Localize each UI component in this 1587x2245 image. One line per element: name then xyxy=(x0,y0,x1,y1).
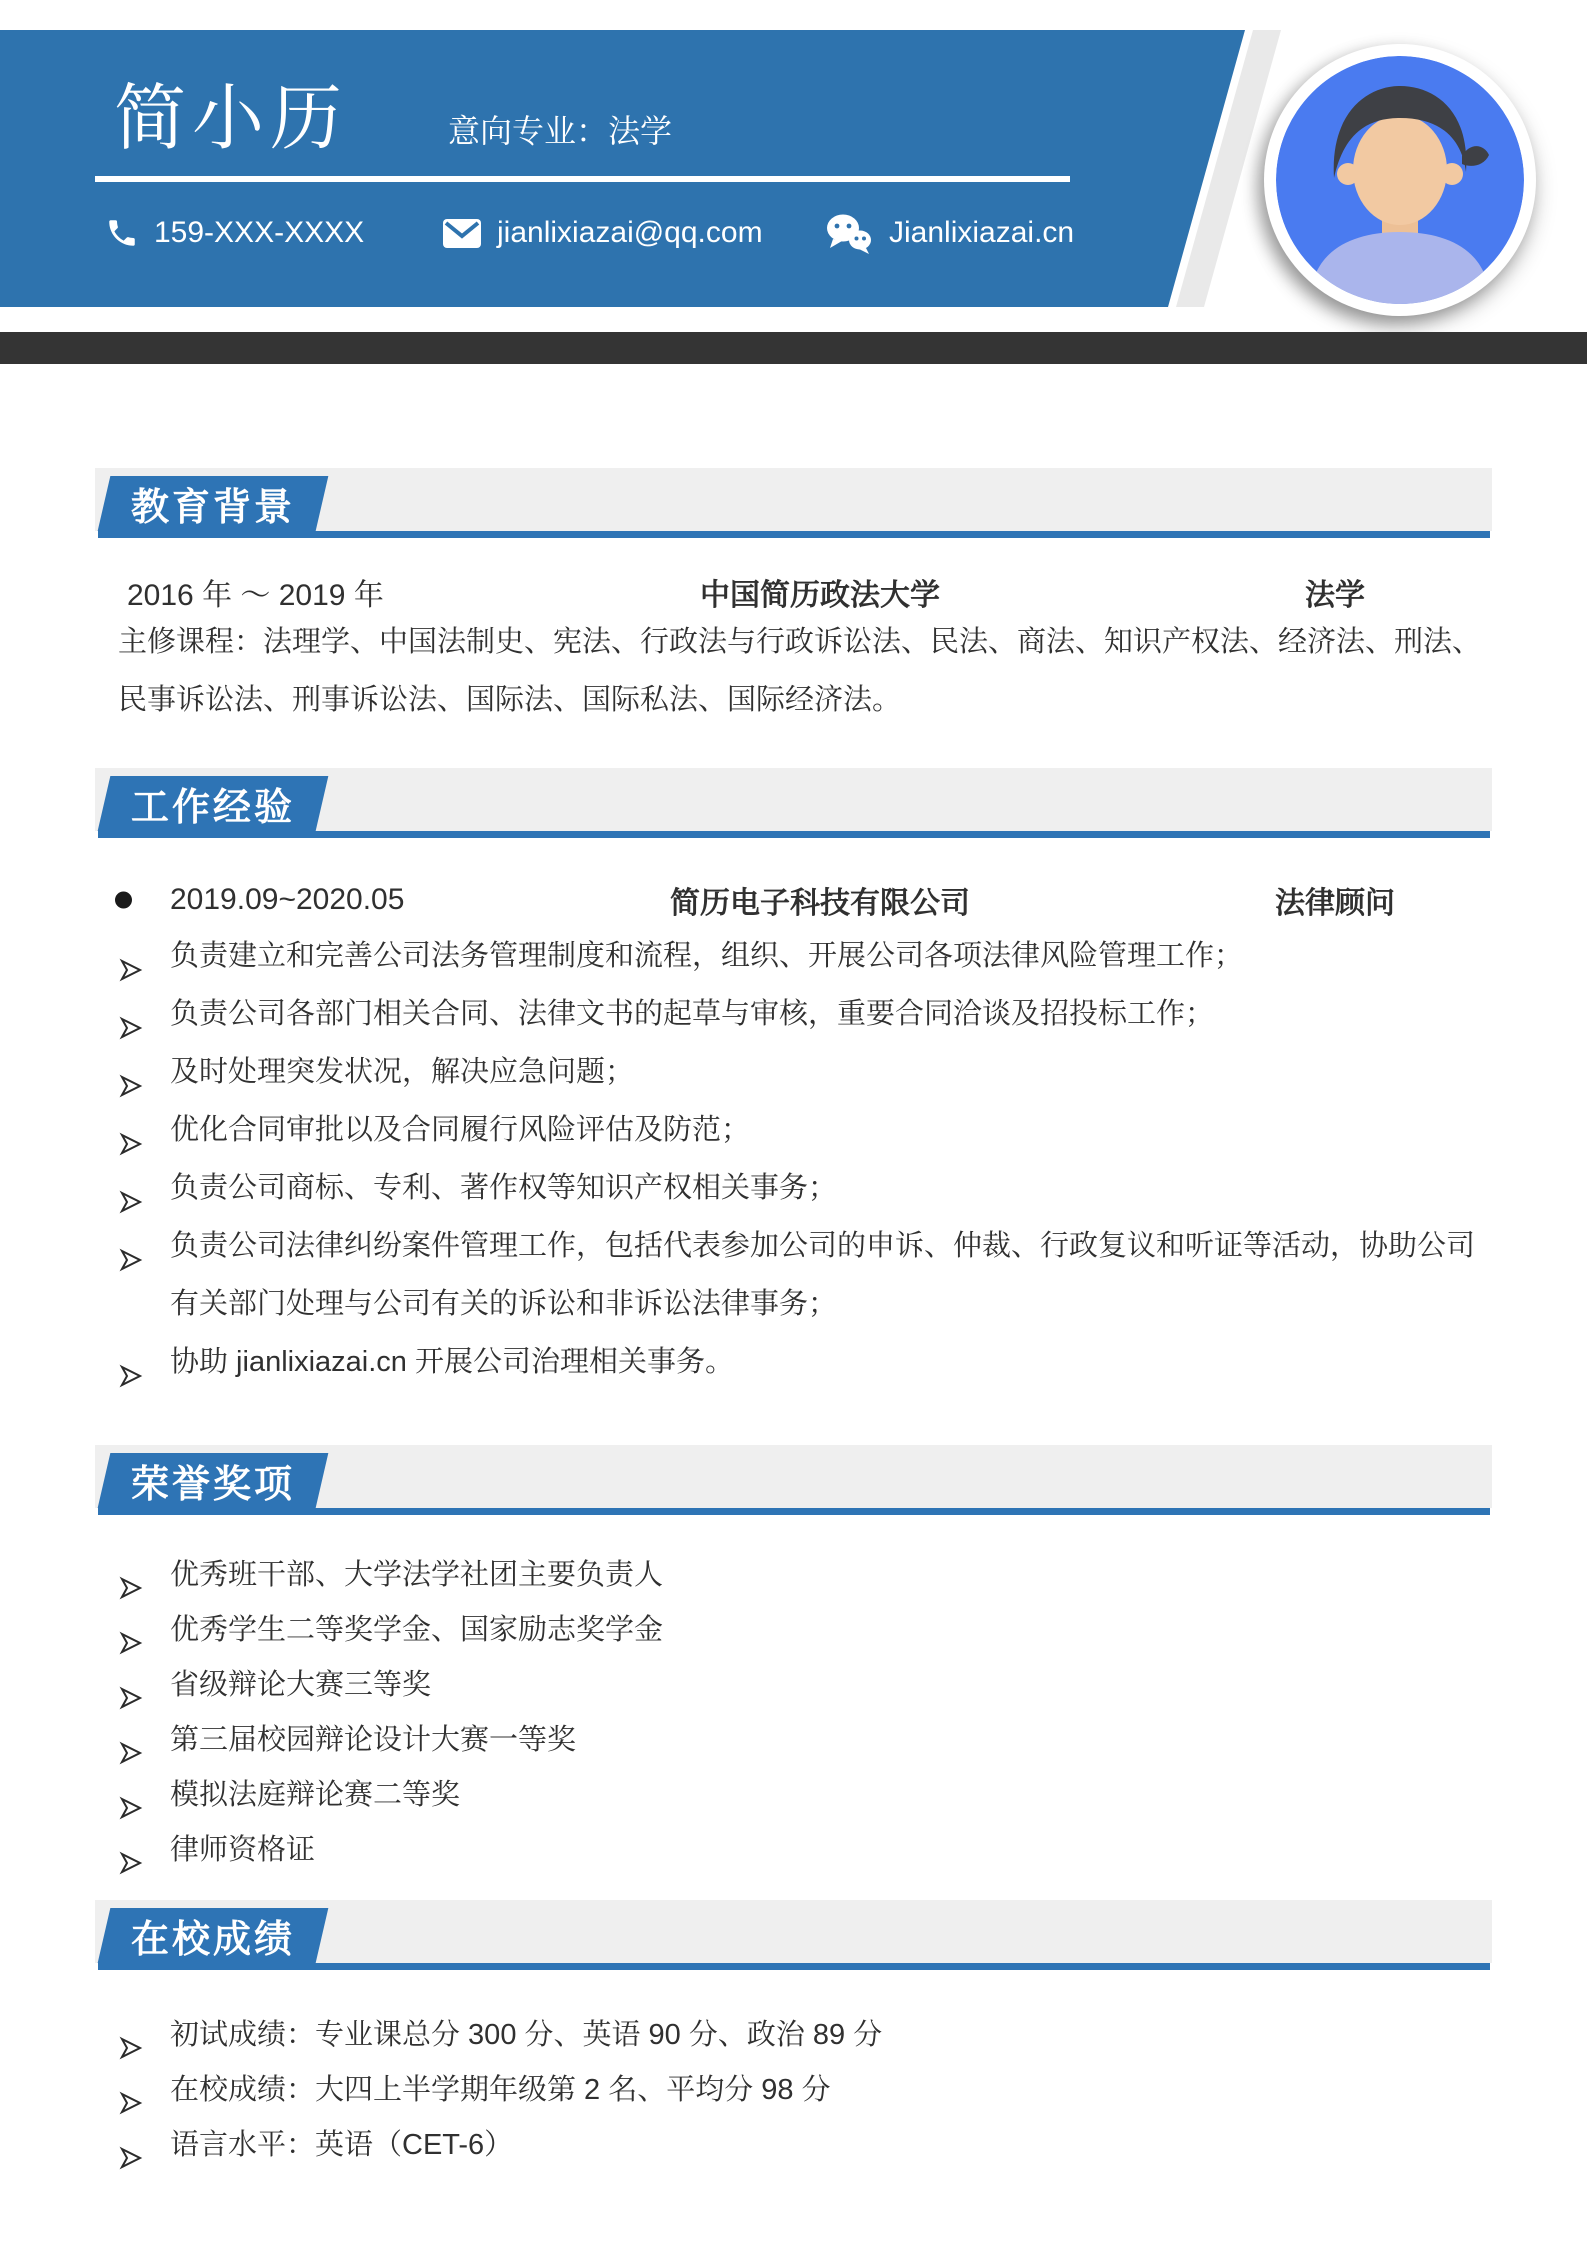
grades-bullet-list xyxy=(117,2008,1490,2173)
education-school: 中国简历政法大学 xyxy=(700,579,940,612)
honors-bullet: 省级辩论大赛三等奖 xyxy=(117,1658,1490,1713)
candidate-name: 简小历 xyxy=(114,79,349,159)
section-title-badge-work xyxy=(98,776,329,831)
contact-email xyxy=(442,208,763,258)
work-bullet: 优化合同审批以及合同履行风险评估及防范； xyxy=(117,1101,1490,1159)
work-bullet: 负责公司法律纠纷案件管理工作，包括代表参加公司的申诉、仲裁、行政复议和听证等活动，协助公司有关部门处理与公司有关的诉讼和非诉讼法律事务； xyxy=(117,1217,1490,1333)
grades-bullet: 初试成绩：专业课总分 300 分、英语 90 分、政治 89 分 xyxy=(117,2008,1490,2063)
work-bullet: 负责公司商标、专利、著作权等知识产权相关事务； xyxy=(117,1159,1490,1217)
work-bullet: 负责公司各部门相关合同、法律文书的起草与审核，重要合同洽谈及招投标工作； xyxy=(117,985,1490,1043)
grades-bullet: 语言水平：英语（CET-6） xyxy=(117,2118,1490,2173)
contact-wechat xyxy=(824,208,1074,258)
education-major: 法学 xyxy=(1305,579,1365,612)
avatar xyxy=(1264,44,1536,316)
honors-bullet-list xyxy=(117,1548,1490,1878)
education-period: 2016 年 ～ 2019 年 xyxy=(127,579,384,612)
work-period: 2019.09~2020.05 xyxy=(170,883,405,916)
header-underline xyxy=(95,176,1070,182)
education-courses: 主修课程：法理学、中国法制史、宪法、行政法与行政诉讼法、民法、商法、知识产权法、经济法、刑法、民事诉讼法、刑事诉讼法、国际法、国际私法、国际经济法。 xyxy=(118,626,1482,716)
work-bullet: 协助 jianlixiazai.cn 开展公司治理相关事务。 xyxy=(117,1333,1490,1391)
grades-bullet: 在校成绩：大四上半学期年级第 2 名、平均分 98 分 xyxy=(117,2063,1490,2118)
section-title: 荣誉奖项 xyxy=(130,1464,295,1506)
work-bullet: 负责建立和完善公司法务管理制度和流程，组织、开展公司各项法律风险管理工作； xyxy=(117,927,1490,985)
work-role: 法律顾问 xyxy=(1275,887,1395,920)
wechat-icon xyxy=(824,212,874,254)
section-title: 教育背景 xyxy=(130,487,295,529)
intent-major: 意向专业：法学 xyxy=(448,113,673,149)
honors-bullet: 律师资格证 xyxy=(117,1823,1490,1878)
phone-number: 159-XXX-XXXX xyxy=(154,216,365,249)
work-bullet-list xyxy=(117,927,1490,1391)
honors-bullet: 模拟法庭辩论赛二等奖 xyxy=(117,1768,1490,1823)
work-bullet: 及时处理突发状况，解决应急问题； xyxy=(117,1043,1490,1101)
phone-icon xyxy=(105,216,139,250)
honors-bullet: 优秀班干部、大学法学社团主要负责人 xyxy=(117,1548,1490,1603)
section-underline xyxy=(98,531,1490,538)
email-address: jianlixiazai@qq.com xyxy=(497,216,763,249)
work-company: 简历电子科技有限公司 xyxy=(670,887,970,920)
section-title-badge-grades xyxy=(98,1908,329,1963)
arrow-bullet-icon xyxy=(119,1350,143,1408)
mail-icon xyxy=(442,218,482,249)
work-meta-row xyxy=(170,874,1490,926)
male-avatar-illustration-icon xyxy=(1276,56,1524,304)
divider-bar xyxy=(0,332,1587,364)
section-title-badge-honors xyxy=(98,1453,329,1508)
arrow-bullet-icon xyxy=(119,1839,143,1894)
arrow-bullet-icon xyxy=(119,1234,143,1292)
contact-phone xyxy=(105,208,364,258)
dot-bullet-icon xyxy=(115,892,132,909)
section-underline xyxy=(98,831,1490,838)
honors-bullet: 优秀学生二等奖学金、国家励志奖学金 xyxy=(117,1603,1490,1658)
honors-bullet: 第三届校园辩论设计大赛一等奖 xyxy=(117,1713,1490,1768)
section-title: 工作经验 xyxy=(130,787,295,829)
education-meta-row xyxy=(127,566,1490,618)
arrow-bullet-icon xyxy=(119,2134,143,2189)
wechat-id: Jianlixiazai.cn xyxy=(889,216,1075,249)
section-underline xyxy=(98,1963,1490,1970)
section-title-badge-education xyxy=(98,476,329,531)
section-title: 在校成绩 xyxy=(130,1919,295,1961)
section-underline xyxy=(98,1508,1490,1515)
